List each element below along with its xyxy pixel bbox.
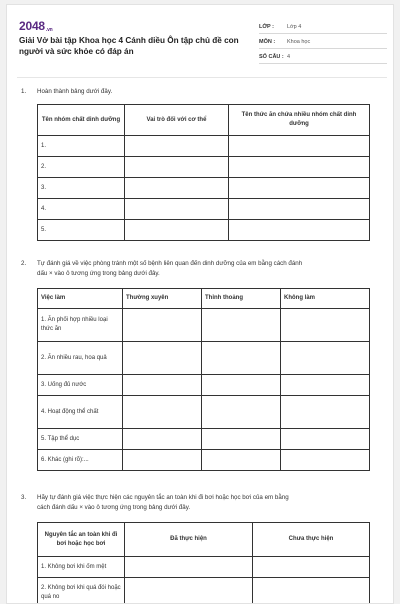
answer-cell[interactable] (125, 557, 253, 578)
answer-cell[interactable] (229, 220, 370, 241)
row-label: 1. Ăn phối hợp nhiều loại thức ăn (38, 309, 123, 342)
table-row (38, 450, 370, 471)
question-2 (21, 259, 387, 281)
table-nutrition (37, 104, 370, 241)
row-label: 4. Hoạt động thể chất (38, 396, 123, 429)
column-header: Thường xuyên (123, 289, 202, 309)
table-row (38, 136, 370, 157)
answer-cell[interactable] (202, 429, 281, 450)
question-number: 1. (21, 87, 26, 97)
answer-cell[interactable] (123, 396, 202, 429)
column-header: Đã thực hiện (125, 523, 253, 557)
table-row (38, 199, 370, 220)
column-header: Vai trò đối với cơ thể (125, 105, 229, 136)
answer-cell[interactable] (253, 557, 370, 578)
answer-cell[interactable] (123, 309, 202, 342)
row-label: 5. Tập thể dục (38, 429, 123, 450)
meta-value: Lớp 4 (287, 24, 301, 33)
column-header: Thỉnh thoảng (202, 289, 281, 309)
column-header: Tên thức ăn chứa nhiều nhóm chất dinh dưỡng (229, 105, 370, 136)
table-row (38, 375, 370, 396)
answer-cell[interactable] (202, 309, 281, 342)
answer-cell[interactable] (123, 450, 202, 471)
row-label: 5. (38, 220, 125, 241)
answer-cell[interactable] (123, 375, 202, 396)
site-logo[interactable] (19, 19, 53, 33)
answer-cell[interactable] (125, 220, 229, 241)
answer-cell[interactable] (281, 375, 370, 396)
answer-cell[interactable] (202, 375, 281, 396)
table-swim-safety (37, 522, 370, 604)
table-row (38, 557, 370, 578)
table-row (38, 342, 370, 375)
row-label: 3. (38, 178, 125, 199)
table-header-row (38, 289, 370, 309)
row-label: 2. Không bơi khi quá đói hoặc quá no (38, 578, 125, 604)
meta-block (259, 19, 387, 64)
table-row (38, 396, 370, 429)
logo-main: 2048 (19, 19, 45, 33)
column-header: Không làm (281, 289, 370, 309)
row-label: 3. Uống đủ nước (38, 375, 123, 396)
logo-suffix: .vn (46, 27, 53, 33)
document-header (17, 17, 387, 69)
document-title: Giải Vở bài tập Khoa học 4 Cánh diều Ôn tập chủ đề con người và sức khỏe có đáp án (19, 35, 249, 57)
meta-label: MÔN : (259, 39, 287, 48)
question-text-line-2: dấu × vào ô tương ứng trong bảng dưới đây. (37, 269, 160, 279)
question-1 (21, 87, 381, 99)
answer-cell[interactable] (125, 578, 253, 604)
document-page (6, 4, 394, 604)
meta-row-class (259, 19, 387, 34)
column-header: Nguyên tắc an toàn khi đi bơi hoặc học bơi (38, 523, 125, 557)
answer-cell[interactable] (202, 450, 281, 471)
answer-cell[interactable] (125, 157, 229, 178)
question-text: Hoàn thành bảng dưới đây. (37, 87, 112, 97)
answer-cell[interactable] (281, 396, 370, 429)
table-nutrition-habits (37, 288, 370, 471)
meta-label: LỚP : (259, 24, 287, 33)
table-row (38, 309, 370, 342)
answer-cell[interactable] (281, 429, 370, 450)
row-label: 1. Không bơi khi ốm mệt (38, 557, 125, 578)
table-row (38, 178, 370, 199)
meta-row-subject (259, 34, 387, 49)
question-text-line-2: cách đánh dấu × vào ô tương ứng trong bảng dưới đây. (37, 503, 190, 513)
meta-row-count (259, 49, 387, 64)
answer-cell[interactable] (125, 178, 229, 199)
column-header: Việc làm (38, 289, 123, 309)
table-row (38, 578, 370, 604)
question-number: 3. (21, 493, 26, 503)
answer-cell[interactable] (281, 309, 370, 342)
table-row (38, 220, 370, 241)
answer-cell[interactable] (229, 136, 370, 157)
answer-cell[interactable] (229, 157, 370, 178)
row-label: 2. Ăn nhiều rau, hoa quả (38, 342, 123, 375)
row-label: 4. (38, 199, 125, 220)
answer-cell[interactable] (281, 450, 370, 471)
question-text-line-1: Tự đánh giá về việc phòng tránh một số bệnh liên quan đến dinh dưỡng của em bằng cách đánh (37, 259, 387, 269)
row-label: 6. Khác (ghi rõ):... (38, 450, 123, 471)
meta-label: SỐ CÂU : (259, 54, 287, 63)
column-header: Tên nhóm chất dinh dưỡng (38, 105, 125, 136)
row-label: 1. (38, 136, 125, 157)
table-row (38, 157, 370, 178)
answer-cell[interactable] (125, 136, 229, 157)
meta-value: Khoa học (287, 39, 310, 48)
answer-cell[interactable] (253, 578, 370, 604)
table-row (38, 429, 370, 450)
answer-cell[interactable] (229, 178, 370, 199)
answer-cell[interactable] (202, 396, 281, 429)
question-number: 2. (21, 259, 26, 269)
answer-cell[interactable] (123, 429, 202, 450)
question-text-line-1: Hãy tự đánh giá việc thực hiện các nguyên tắc an toàn khi đi bơi hoặc học bơi của em bằng (37, 493, 387, 503)
table-header-row (38, 523, 370, 557)
question-3 (21, 493, 387, 515)
answer-cell[interactable] (229, 199, 370, 220)
answer-cell[interactable] (125, 199, 229, 220)
answer-cell[interactable] (123, 342, 202, 375)
meta-value: 4 (287, 54, 290, 63)
table-header-row (38, 105, 370, 136)
header-divider (17, 77, 387, 78)
answer-cell[interactable] (202, 342, 281, 375)
column-header: Chưa thực hiện (253, 523, 370, 557)
row-label: 2. (38, 157, 125, 178)
answer-cell[interactable] (281, 342, 370, 375)
